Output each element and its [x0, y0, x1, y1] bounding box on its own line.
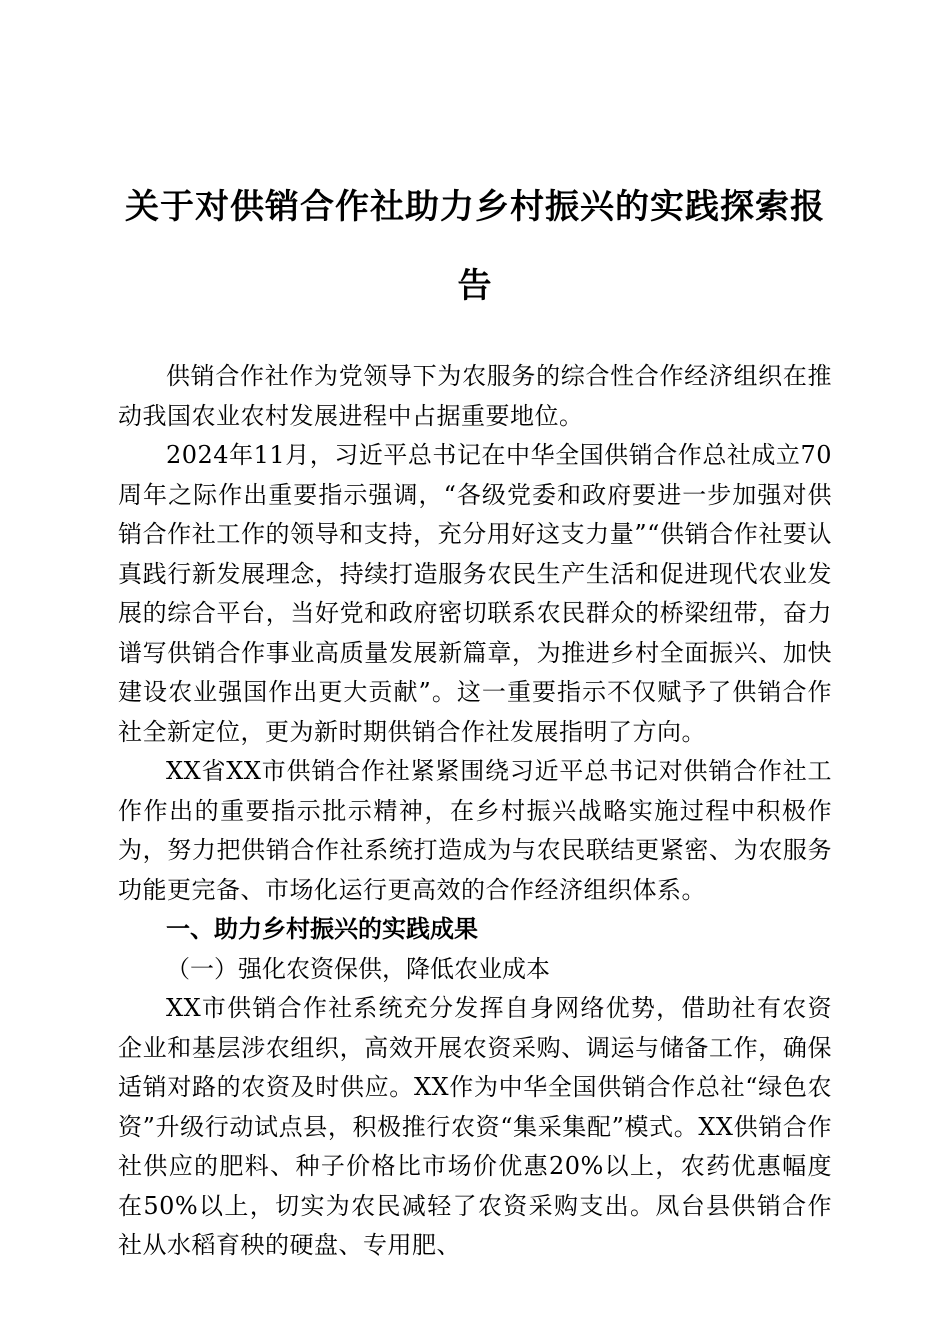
subsection-heading-1: （一）强化农资保供，降低农业成本 — [166, 954, 550, 983]
document-body — [118, 357, 832, 1266]
section-heading-1: 一、助力乡村振兴的实践成果 — [166, 915, 478, 943]
paragraph-instruction: 2024年11月，习近平总书记在中华全国供销合作总社成立70周年之际作出重要指示强调，“各级党委和政府要进一步加强对供销合作社工作的领导和支持，充分用好这支力量”“供销合作社要认真践行新发展理念，持续打造服务农民生产生活和促进现代农业发展的综合平台，当好党和政府密切联系农民群众的桥梁纽带，奋力谱写供销合作事业高质量发展新篇章，为推进乡村全面振兴、加快建设农业强国作出更大贡献”。这一重要指示不仅赋予了供销合作社全新定位，更为新时期供销合作社发展指明了方向。 — [118, 441, 832, 746]
paragraph-supply: XX市供销合作社系统充分发挥自身网络优势，借助社有农资企业和基层涉农组织，高效开展农资采购、调运与储备工作，确保适销对路的农资及时供应。XX作为中华全国供销合作总社“绿色农资”升级行动试点县，积极推行农资“集采集配”模式。XX供销合作社供应的肥料、种子价格比市场价优惠20%以上，农药优惠幅度在50%以上，切实为农民减轻了农资采购支出。凤台县供销合作社从水稻育秧的硬盘、专用肥、 — [118, 994, 832, 1259]
document-title: 关于对供销合作社助力乡村振兴的实践探索报告 — [125, 187, 825, 306]
paragraph-intro: 供销合作社作为党领导下为农服务的综合性合作经济组织在推动我国农业农村发展进程中占据重要地位。 — [118, 362, 832, 430]
paragraph-city-coop: XX省XX市供销合作社紧紧围绕习近平总书记对供销合作社工作作出的重要指示批示精神，在乡村振兴战略实施过程中积极作为，努力把供销合作社系统打造成为与农民联结更紧密、为农服务功能更完备、市场化运行更高效的合作经济组织体系。 — [118, 757, 832, 904]
